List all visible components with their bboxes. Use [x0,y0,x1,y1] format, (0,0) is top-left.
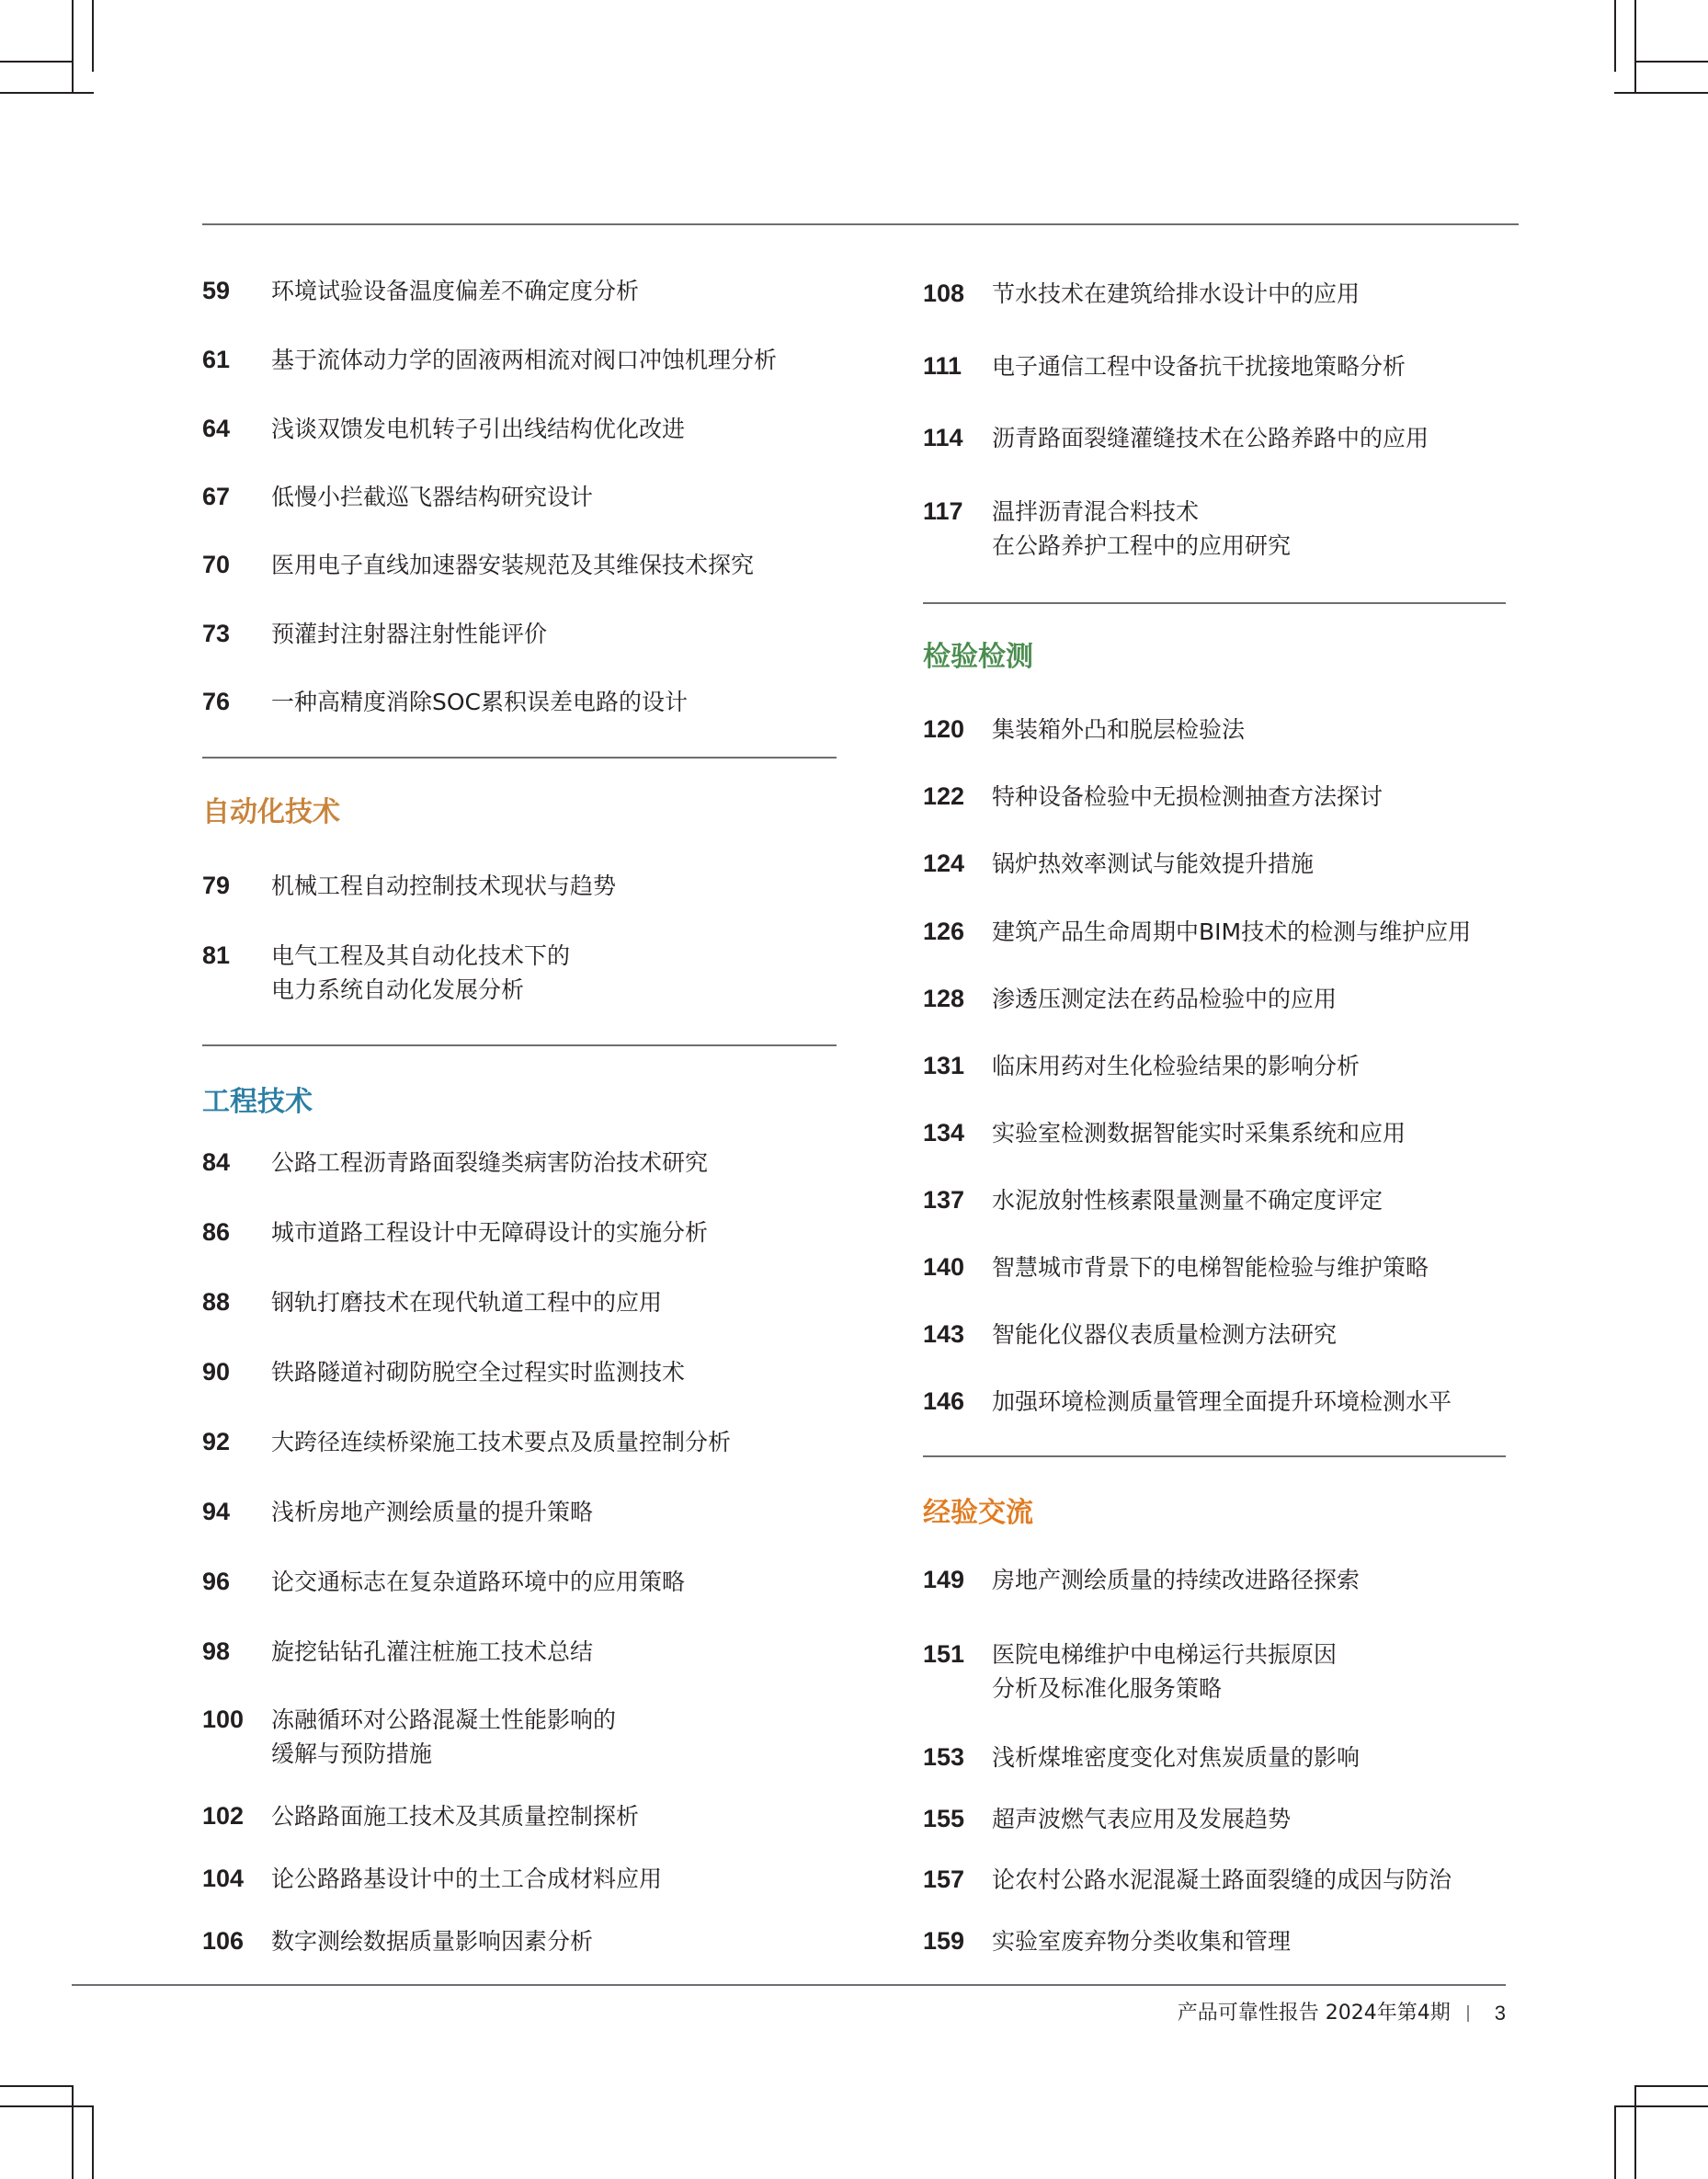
article-title: 浅析煤堆密度变化对焦炭质量的影响 [992,1744,1361,1771]
article-title: 加强环境检测质量管理全面提升环境检测水平 [992,1388,1452,1415]
page-number: 94 [202,1498,231,1525]
page-number: 124 [923,850,965,877]
page-number: 90 [202,1358,231,1386]
toc-entry[interactable] [202,1862,662,1896]
article-title: 锅炉热效率测试与能效提升措施 [992,850,1315,877]
article-title: 机械工程自动控制技术现状与趋势 [271,873,617,899]
section-heading-automation: 自动化技术 [202,796,340,828]
toc-entry[interactable] [202,685,688,719]
page-number: 61 [202,346,231,373]
page-number: 111 [923,352,962,380]
top-rule [202,223,1519,225]
toc-entry[interactable] [923,1563,1360,1597]
article-title: 预灌封注射器注射性能评价 [271,621,548,647]
article-title: 房地产测绘质量的持续改进路径探索 [992,1567,1361,1593]
page-number: 153 [923,1743,965,1771]
article-title: 电气工程及其自动化技术下的 电力系统自动化发展分析 [271,942,571,1003]
toc-entry[interactable] [923,713,1245,747]
toc-entry[interactable] [202,939,570,1007]
article-title: 城市道路工程设计中无障碍设计的实施分析 [271,1219,709,1246]
article-title: 铁路隧道衬砌防脱空全过程实时监测技术 [271,1359,686,1386]
article-title: 温拌沥青混合料技术 在公路养护工程中的应用研究 [992,498,1292,559]
toc-entry[interactable] [923,1637,1337,1706]
toc-entry[interactable] [923,1924,1291,1958]
section-divider [923,602,1506,604]
page-number: 159 [923,1927,965,1955]
toc-entry[interactable] [923,847,1314,881]
toc-entry[interactable] [202,548,754,582]
page-number: 155 [923,1805,965,1832]
toc-entry[interactable] [202,1924,593,1958]
footer-separator [1467,2005,1469,2022]
article-title: 浅谈双馈发电机转子引出线结构优化改进 [271,416,686,442]
toc-entry[interactable] [202,1565,685,1599]
article-title: 环境试验设备温度偏差不确定度分析 [271,278,640,304]
toc-entry[interactable] [923,915,1471,949]
section-heading-experience: 经验交流 [923,1497,1033,1529]
page-number: 122 [923,782,965,810]
article-title: 浅析房地产测绘质量的提升策略 [271,1499,594,1525]
section-heading-inspection: 检验检测 [923,641,1033,673]
toc-entry[interactable] [202,1799,639,1833]
toc-entry[interactable] [923,1863,1452,1897]
page-number: 146 [923,1387,965,1415]
toc-entry[interactable] [202,1703,616,1771]
article-title: 实验室废弃物分类收集和管理 [992,1928,1292,1955]
article-title: 旋挖钻钻孔灌注桩施工技术总结 [271,1638,594,1665]
publication-name: 产品可靠性报告 2024年第4期 [1177,2002,1451,2025]
article-title: 沥青路面裂缝灌缝技术在公路养路中的应用 [992,425,1429,451]
article-title: 电子通信工程中设备抗干扰接地策略分析 [992,353,1406,380]
page-number: 100 [202,1706,245,1733]
toc-entry[interactable] [202,274,639,308]
article-title: 临床用药对生化检验结果的影响分析 [992,1053,1361,1079]
page-number: 117 [923,497,963,525]
page-number: 81 [202,941,231,969]
toc-entry[interactable] [202,343,777,377]
page-number: 157 [923,1865,965,1893]
section-divider [202,1044,837,1046]
page-number: 143 [923,1320,965,1348]
page-number: 84 [202,1148,231,1176]
page-number: 128 [923,985,965,1012]
article-title: 大跨径连续桥梁施工技术要点及质量控制分析 [271,1429,732,1455]
article-title: 公路工程沥青路面裂缝类病害防治技术研究 [271,1149,709,1176]
page-number: 137 [923,1186,965,1214]
page-number: 149 [923,1566,965,1593]
page-number: 67 [202,483,231,510]
page-number: 106 [202,1927,245,1955]
toc-entry[interactable] [923,495,1291,563]
footer-rule [72,1984,1506,1986]
article-title: 实验室检测数据智能实时采集系统和应用 [992,1120,1406,1147]
article-title: 数字测绘数据质量影响因素分析 [271,1928,594,1955]
toc-entry[interactable] [202,1285,662,1319]
page-number: 92 [202,1428,231,1455]
page-number: 104 [202,1865,245,1892]
page-number: 59 [202,277,231,304]
toc-entry[interactable] [202,412,685,446]
article-title: 超声波燃气表应用及发展趋势 [992,1806,1292,1832]
article-title: 医院电梯维护中电梯运行共振原因 分析及标准化服务策略 [992,1641,1338,1702]
toc-entry[interactable] [202,480,593,514]
toc-entry[interactable] [923,1385,1452,1419]
toc-entry[interactable] [923,1802,1291,1836]
article-title: 冻融循环对公路混凝土性能影响的 缓解与预防措施 [271,1706,617,1767]
article-title: 低慢小拦截巡飞器结构研究设计 [271,484,594,510]
article-title: 特种设备检验中无损检测抽查方法探讨 [992,783,1383,810]
page-number: 70 [202,551,231,578]
article-title: 水泥放射性核素限量测量不确定度评定 [992,1187,1383,1214]
toc-entry[interactable] [923,1116,1406,1150]
article-title: 集装箱外凸和脱层检验法 [992,716,1246,743]
article-title: 医用电子直线加速器安装规范及其维保技术探究 [271,552,755,578]
page-number: 131 [923,1052,965,1079]
toc-entry[interactable] [202,1635,593,1669]
toc-entry[interactable] [202,1495,593,1529]
toc-entry[interactable] [923,1318,1337,1352]
section-divider [923,1455,1506,1457]
article-title: 节水技术在建筑给排水设计中的应用 [992,280,1361,307]
toc-entry[interactable] [923,780,1383,814]
page-number: 98 [202,1637,231,1665]
article-title: 智能化仪器仪表质量检测方法研究 [992,1321,1338,1348]
page-number: 102 [202,1802,245,1830]
page-number: 120 [923,715,965,743]
article-title: 渗透压测定法在药品检验中的应用 [992,986,1338,1012]
toc-entry[interactable] [923,1049,1360,1083]
page-number: 73 [202,620,231,647]
page-number: 64 [202,415,231,442]
page-number: 96 [202,1568,231,1595]
toc-entry[interactable] [202,869,616,903]
toc-entry[interactable] [923,1250,1429,1284]
page-number: 114 [923,424,963,451]
toc-entry[interactable] [923,421,1429,455]
article-title: 论农村公路水泥混凝土路面裂缝的成因与防治 [992,1866,1452,1893]
page-number: 134 [923,1119,965,1147]
article-title: 基于流体动力学的固液两相流对阀口冲蚀机理分析 [271,347,778,373]
toc-entry[interactable] [923,1183,1383,1217]
article-title: 钢轨打磨技术在现代轨道工程中的应用 [271,1289,663,1316]
page-number: 126 [923,918,965,945]
page-number: 86 [202,1218,231,1246]
toc-entry[interactable] [202,1146,708,1180]
article-title: 论公路路基设计中的土工合成材料应用 [271,1865,663,1892]
toc-entry[interactable] [923,982,1337,1016]
toc-entry[interactable] [923,277,1360,311]
page-number: 79 [202,872,231,899]
page-number: 140 [923,1253,965,1281]
toc-entry[interactable] [202,1215,708,1249]
page-number: 151 [923,1640,965,1668]
page-number: 108 [923,280,965,307]
article-title: 智慧城市背景下的电梯智能检验与维护策略 [992,1254,1429,1281]
section-divider [202,757,837,759]
article-title: 论交通标志在复杂道路环境中的应用策略 [271,1569,686,1595]
toc-entry[interactable] [923,349,1406,383]
page-number: 88 [202,1288,231,1316]
toc-entry[interactable] [202,1355,685,1389]
article-title: 公路路面施工技术及其质量控制探析 [271,1803,640,1830]
toc-entry[interactable] [202,617,547,651]
toc-entry[interactable] [202,1425,731,1459]
page-number: 76 [202,688,231,715]
page-footer [1178,2000,1506,2027]
article-title: 一种高精度消除SOC累积误差电路的设计 [271,689,689,715]
article-title: 建筑产品生命周期中BIM技术的检测与维护应用 [992,918,1472,945]
page-number-footer: 3 [1494,2002,1506,2025]
section-heading-engineering: 工程技术 [202,1086,313,1118]
toc-entry[interactable] [923,1740,1360,1774]
